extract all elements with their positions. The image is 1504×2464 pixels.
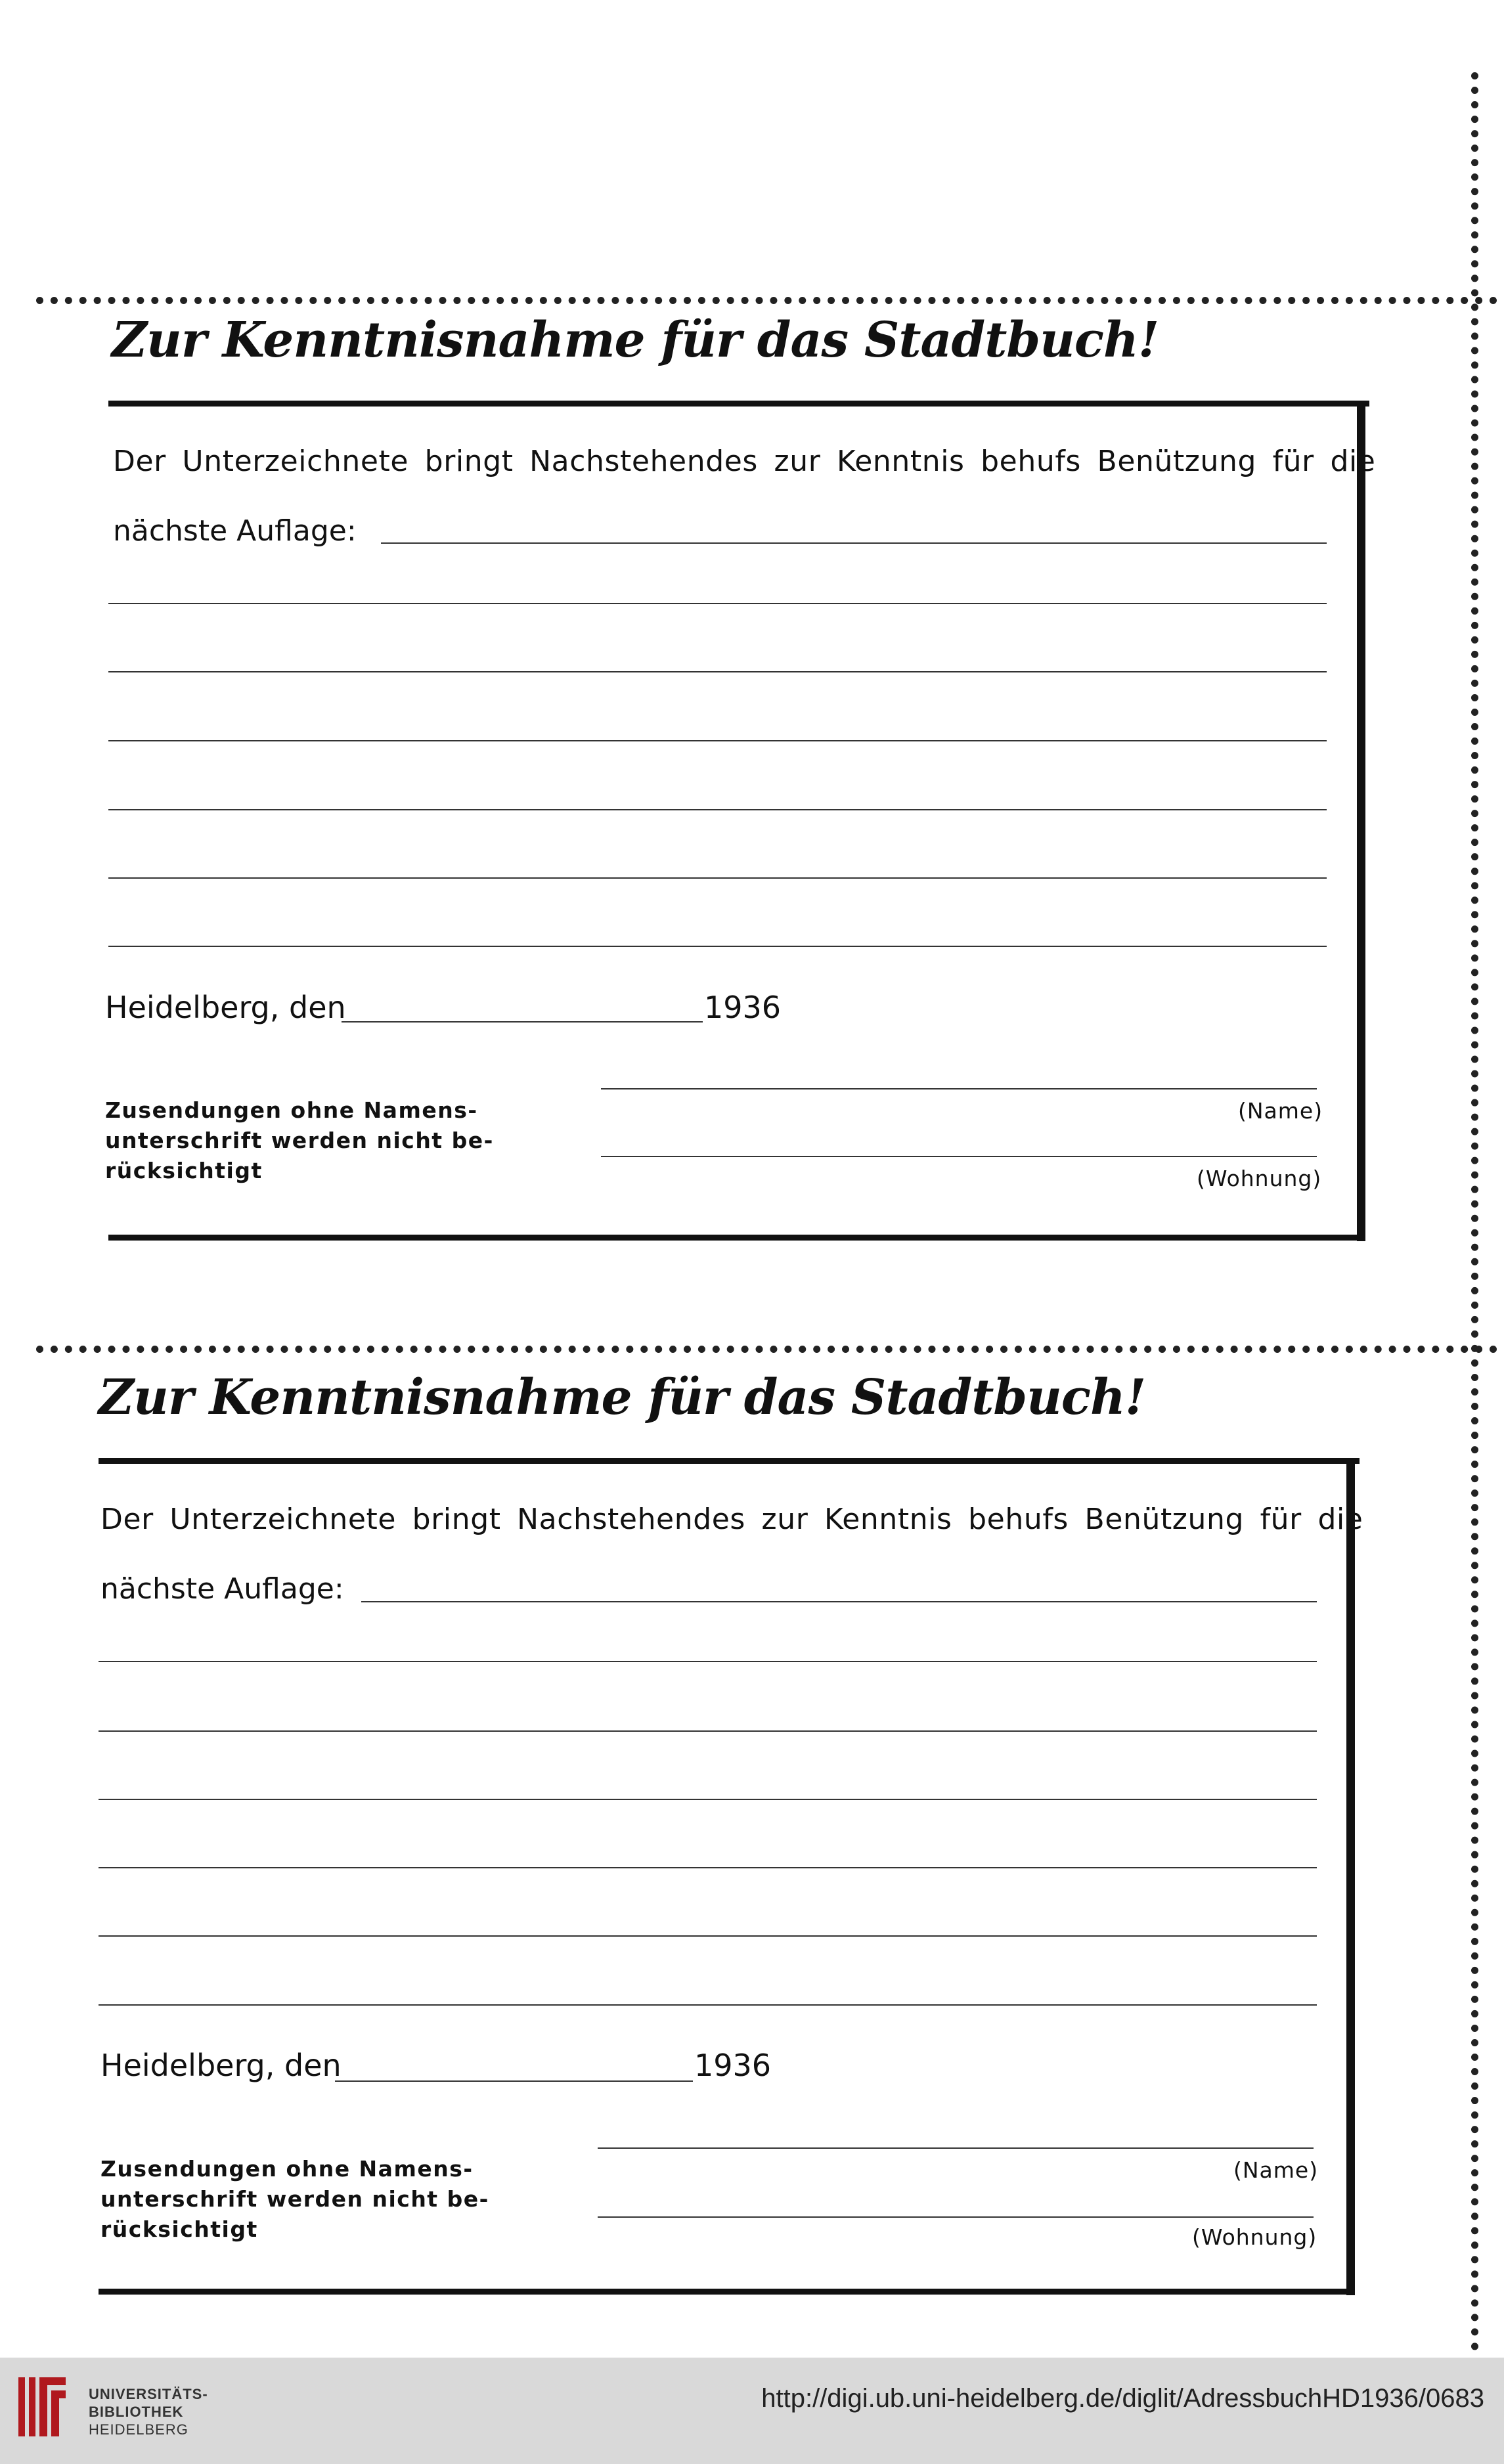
library-logo-icon bbox=[13, 2371, 72, 2443]
notice-line: rücksichtigt bbox=[100, 2216, 258, 2242]
address-caption: (Wohnung) bbox=[1197, 1166, 1322, 1191]
logo-line: HEIDELBERG bbox=[89, 2421, 188, 2438]
entry-line[interactable] bbox=[99, 1867, 1317, 1868]
entry-line[interactable] bbox=[108, 671, 1327, 672]
notice-text bbox=[100, 2154, 489, 2245]
address-signature-line[interactable] bbox=[598, 2216, 1314, 2218]
notice-line: Zusendungen ohne Namens- bbox=[100, 2156, 474, 2182]
frame-bottom-rule bbox=[99, 2289, 1355, 2295]
entry-line[interactable] bbox=[99, 1661, 1317, 1662]
date-line[interactable] bbox=[342, 1021, 703, 1023]
notice-line: unterschrift werden nicht be- bbox=[105, 1128, 494, 1153]
entry-line[interactable] bbox=[108, 877, 1327, 879]
entry-line[interactable] bbox=[108, 603, 1327, 604]
address-caption: (Wohnung) bbox=[1192, 2224, 1317, 2250]
form-title: Zur Kenntnisnahme für das Stadtbuch! bbox=[99, 1369, 1146, 1426]
field-label: nächste Auflage: bbox=[100, 1572, 344, 1606]
date-line[interactable] bbox=[335, 2080, 693, 2082]
form-title: Zur Kenntnisnahme für das Stadtbuch! bbox=[112, 312, 1159, 368]
entry-line[interactable] bbox=[361, 1601, 1317, 1602]
logo-line: BIBLIOTHEK bbox=[89, 2404, 184, 2420]
intro-text: Der Unterzeichnete bringt Nachstehendes zur Kenntnis behufs Benützung für die bbox=[100, 1503, 1363, 1536]
entry-line[interactable] bbox=[108, 946, 1327, 947]
form-card-2 bbox=[0, 1061, 1504, 2250]
date-year: 1936 bbox=[694, 2048, 772, 2083]
frame-right-rule bbox=[1346, 1458, 1355, 2295]
notice-line: Zusendungen ohne Namens- bbox=[105, 1097, 478, 1123]
library-logo-text bbox=[89, 2385, 208, 2438]
name-caption: (Name) bbox=[1233, 2157, 1319, 2183]
notice-line: unterschrift werden nicht be- bbox=[100, 2186, 489, 2212]
entry-line[interactable] bbox=[108, 740, 1327, 741]
entry-line[interactable] bbox=[99, 1935, 1317, 1937]
entry-line[interactable] bbox=[99, 1730, 1317, 1732]
permalink-url[interactable]: http://digi.ub.uni-heidelberg.de/diglit/AdressbuchHD1936/0683 bbox=[761, 2384, 1484, 2413]
entry-line[interactable] bbox=[99, 1799, 1317, 1800]
date-prefix: Heidelberg, den bbox=[105, 990, 346, 1025]
entry-line[interactable] bbox=[99, 2004, 1317, 2006]
frame-top-rule bbox=[99, 1458, 1360, 1464]
form-card-1 bbox=[0, 0, 1504, 1191]
name-signature-line[interactable] bbox=[598, 2147, 1314, 2149]
frame-top-rule bbox=[108, 401, 1369, 407]
date-prefix: Heidelberg, den bbox=[100, 2048, 342, 2083]
name-caption: (Name) bbox=[1238, 1098, 1323, 1124]
library-footer bbox=[0, 2358, 1504, 2464]
notice-line: rücksichtigt bbox=[105, 1158, 263, 1183]
field-label: nächste Auflage: bbox=[113, 514, 357, 548]
intro-text: Der Unterzeichnete bringt Nachstehendes zur Kenntnis behufs Benützung für die bbox=[113, 445, 1376, 478]
entry-line[interactable] bbox=[108, 809, 1327, 810]
logo-line: UNIVERSITÄTS- bbox=[89, 2386, 208, 2402]
entry-line[interactable] bbox=[381, 542, 1327, 544]
date-year: 1936 bbox=[704, 990, 782, 1025]
